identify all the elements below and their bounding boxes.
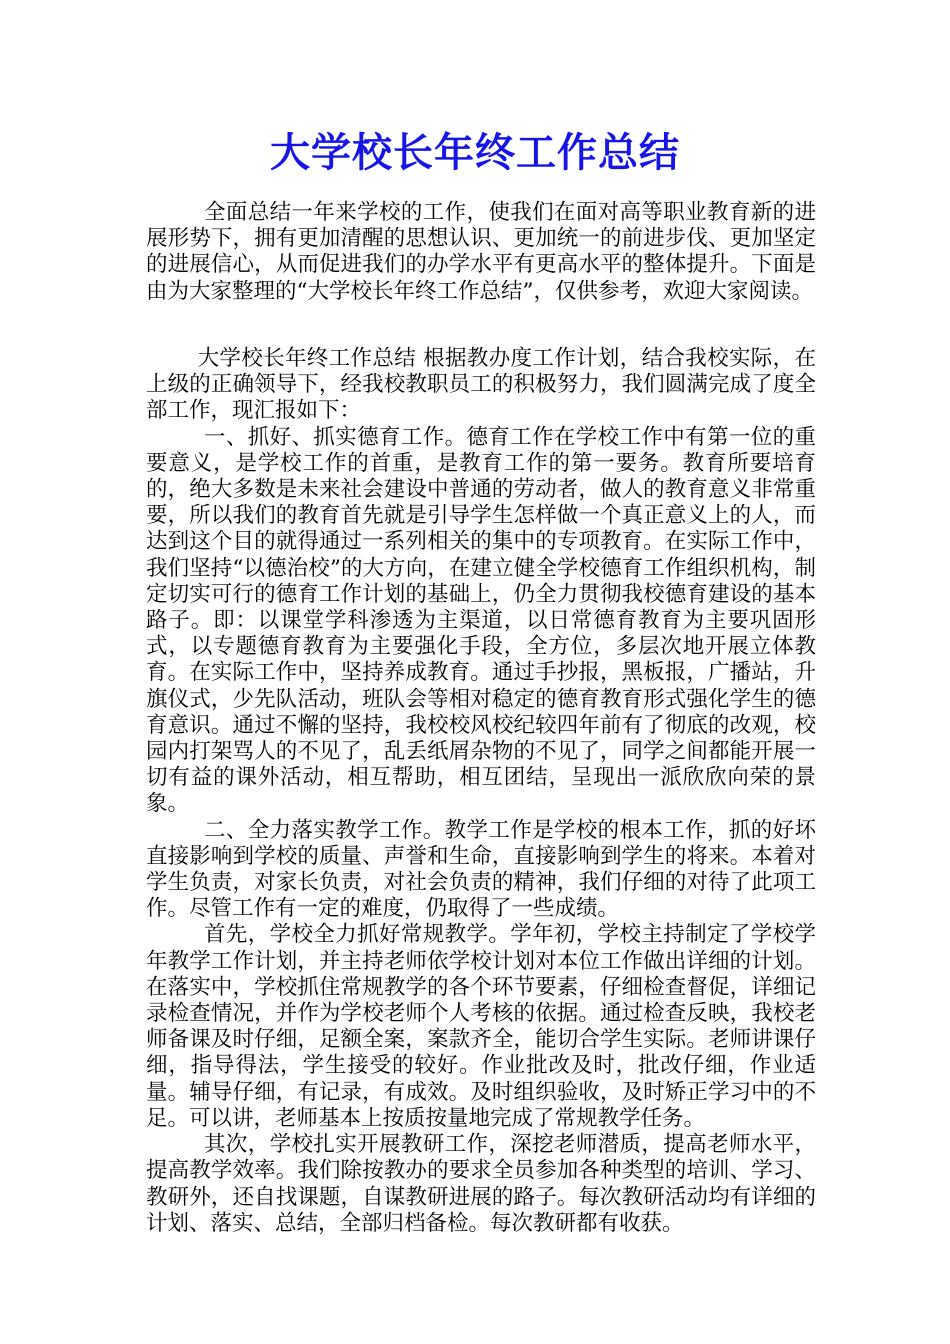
main-section (146, 346, 816, 1237)
body-paragraph: 一、抓好、抓实德育工作。德育工作在学校工作中有第一位的重要意义，是学校工作的首重，是教育工作的第一要务。教育所要培育的，绝大多数是未来社会建设中普通的劳动者，做人的教育意义非常重要，所以我们的教育首先就是引导学生怎样做一个真正意义上的人，而达到这个目的就得通过一系列相关的集中的专项教育。在实际工作中，我们坚持“以德治校”的大方向，在建立健全学校德育工作组织机构，制定切实可行的德育工作计划的基础上，仍全力贯彻我校德育建设的基本路子。即：以课堂学科渗透为主渠道，以日常德育教育为主要巩固形式，以专题德育教育为主要强化手段，全方位，多层次地开展立体教育。在实际工作中，坚持养成教育。通过手抄报，黑板报，广播站，升旗仪式，少先队活动，班队会等相对稳定的德育教育形式强化学生的德育意识。通过不懈的坚持，我校校风校纪较四年前有了彻底的改观，校园内打架骂人的不见了，乱丢纸屑杂物的不见了，同学之间都能开展一切有益的课外活动，相互帮助，相互团结，呈现出一派欣欣向荣的景象。 (146, 424, 816, 817)
document-title: 大学校长年终工作总结 (270, 129, 680, 176)
body-paragraph: 首先，学校全力抓好常规教学。学年初，学校主持制定了学校学年教学工作计划，并主持老师依学校计划对本位工作做出详细的计划。在落实中，学校抓住常规教学的各个环节要素，仔细检查督促，详细记录检查情况，并作为学校老师个人考核的依据。通过检查反映，我校老师备课及时仔细，足额全案，案款齐全，能切合学生实际。老师讲课仔细，指导得法，学生接受的较好。作业批改及时，批改仔细，作业适量。辅导仔细，有记录，有成效。及时组织验收，及时矫正学习中的不足。可以讲，老师基本上按质按量地完成了常规教学任务。 (146, 922, 816, 1131)
intro-section (146, 200, 816, 305)
body-paragraph: 大学校长年终工作总结 根据教办度工作计划，结合我校实际，在上级的正确领导下，经我校教职员工的积极努力，我们圆满完成了度全部工作，现汇报如下： (146, 346, 816, 424)
intro-paragraph: 全面总结一年来学校的工作，使我们在面对高等职业教育新的进展形势下，拥有更加清醒的思想认识、更加统一的前进步伐、更加坚定的进展信心，从而促进我们的办学水平有更高水平的整体提升。下面是由为大家整理的“大学校长年终工作总结”，仅供参考，欢迎大家阅读。 (146, 200, 816, 304)
body-paragraph: 二、全力落实教学工作。教学工作是学校的根本工作，抓的好坏直接影响到学校的质量、声誉和生命，直接影响到学生的将来。本着对学生负责，对家长负责，对社会负责的精神，我们仔细的对待了此项工作。尽管工作有一定的难度，仍取得了一些成绩。 (146, 817, 816, 922)
body-paragraph: 其次，学校扎实开展教研工作，深挖老师潜质，提高老师水平，提高教学效率。我们除按教办的要求全员参加各种类型的培训、学习、教研外，还自找课题，自谋教研进展的路子。每次教研活动均有详细的计划、落实、总结，全部归档备检。每次教研都有收获。 (146, 1132, 816, 1236)
